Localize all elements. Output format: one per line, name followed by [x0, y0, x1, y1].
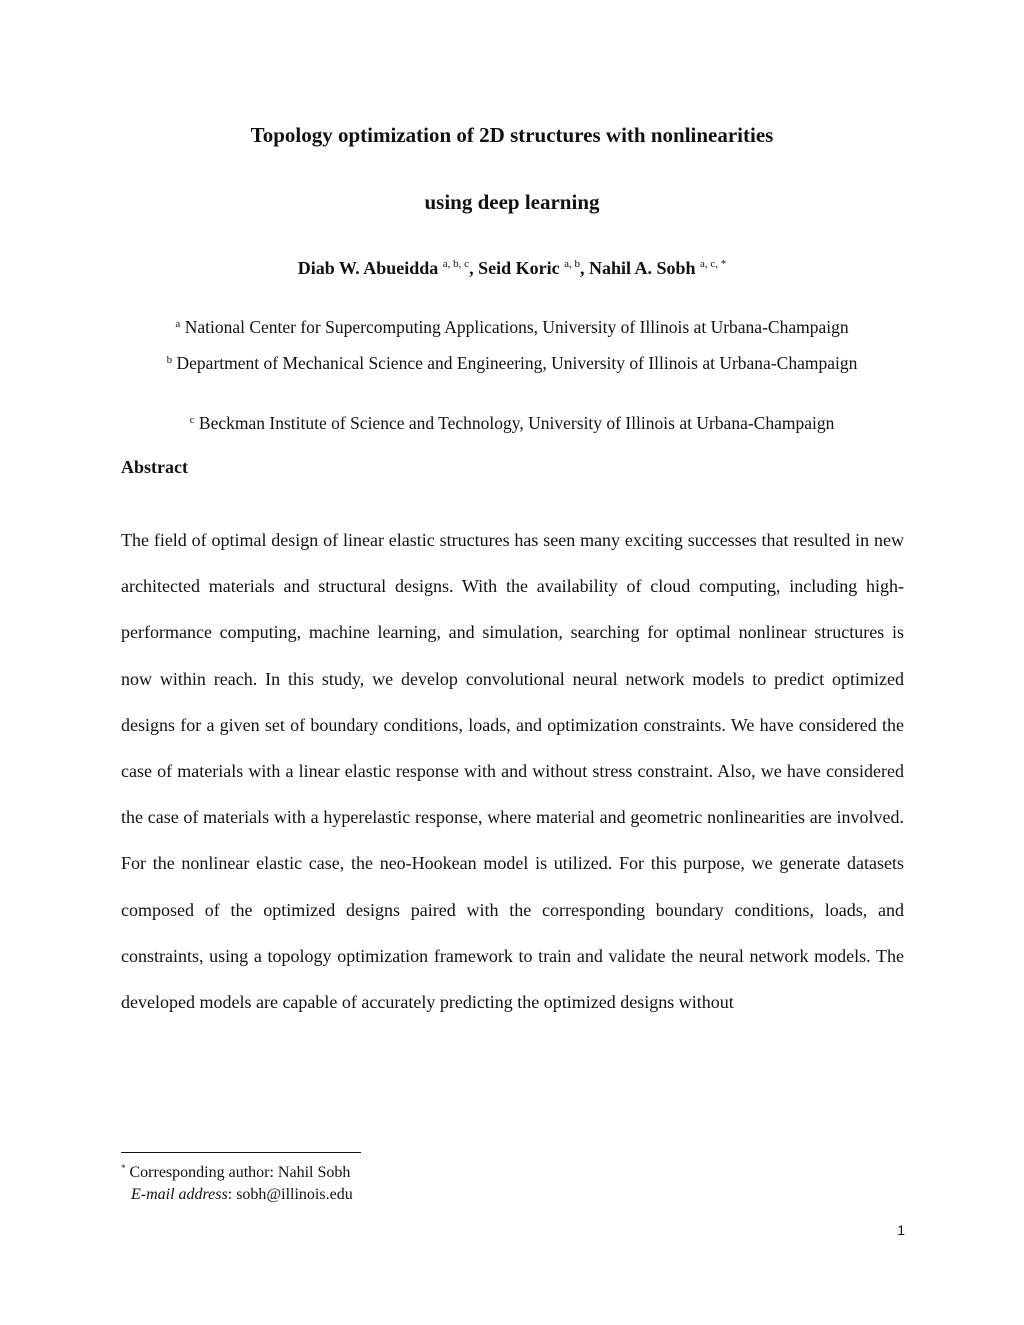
footnote-email	[131, 1184, 353, 1205]
author-name: Nahil A. Sobh	[588, 258, 696, 278]
footnote-mark: *	[121, 1163, 126, 1173]
author-list	[0, 256, 1024, 280]
page-number: 1	[897, 1222, 905, 1238]
affiliation-text: Department of Mechanical Science and Engineering, University of Illinois at Urbana-Champaign	[176, 353, 858, 373]
footnote-corresponding	[121, 1162, 350, 1183]
affiliation-b	[150, 352, 874, 375]
author-name: Seid Koric	[478, 258, 560, 278]
abstract-heading: Abstract	[121, 457, 188, 477]
footnote-email-address: sobh@illinois.edu	[236, 1186, 353, 1203]
author-separator: ,	[579, 258, 589, 278]
footnote-email-separator: :	[227, 1186, 237, 1203]
footnote-email-label: E-mail address	[131, 1186, 228, 1203]
affiliation-a	[110, 316, 914, 339]
author-affiliation-marks: a, b	[564, 258, 580, 270]
affiliation-mark: a	[175, 318, 181, 330]
affiliation-mark: b	[166, 354, 173, 366]
author-separator: ,	[469, 258, 479, 278]
author-name: Diab W. Abueidda	[297, 258, 439, 278]
affiliation-text: National Center for Supercomputing Applications, University of Illinois at Urbana-Champaign	[184, 317, 849, 337]
affiliation-mark: c	[189, 414, 195, 426]
affiliation-c	[110, 412, 914, 435]
footnote-divider	[121, 1152, 361, 1153]
affiliation-text: Beckman Institute of Science and Technology, University of Illinois at Urbana-Champaign	[198, 413, 835, 433]
paper-title-line-1: Topology optimization of 2D structures with nonlinearities	[250, 123, 774, 147]
paper-title-line-2: using deep learning	[424, 190, 600, 214]
footnote-corresponding-text: Corresponding author: Nahil Sobh	[129, 1164, 351, 1181]
abstract-body: The field of optimal design of linear elastic structures has seen many exciting successes that resulted in new architected materials and structural designs. With the availability of cloud computing, including high-performance computing, machine learning, and simulation, searching for optimal nonlinear structures is now within reach. In this study, we develop convolutional neural network models to predict optimized designs for a given set of boundary conditions, loads, and optimization constraints. We have considered the case of materials with a linear elastic response with and without stress constraint. Also, we have considered the case of materials with a hyperelastic response, where material and geometric nonlinearities are involved. For the nonlinear elastic case, the neo-Hookean model is utilized. For this purpose, we generate datasets composed of the optimized designs paired with the corresponding boundary conditions, loads, and constraints, using a topology optimization framework to train and validate the neural network models. The developed models are capable of accurately predicting the optimized designs without	[121, 530, 904, 1013]
author-affiliation-marks: a, b, c	[442, 258, 470, 270]
author-affiliation-marks: a, c, *	[700, 258, 727, 270]
